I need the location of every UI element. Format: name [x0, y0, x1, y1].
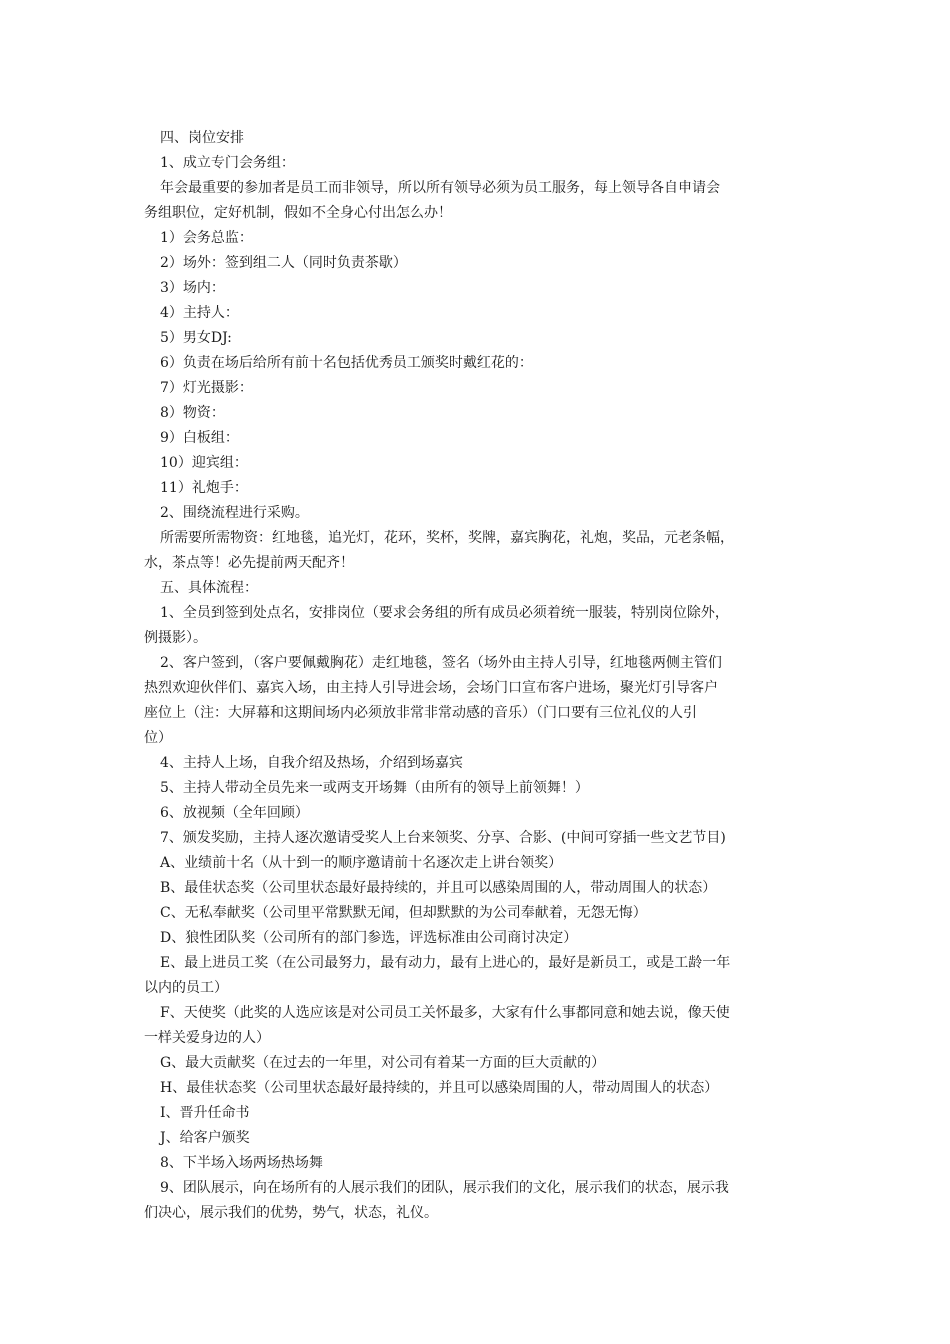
text-line: 四、岗位安排	[160, 130, 244, 146]
text-line: 1）会务总监：	[160, 230, 253, 246]
text-line: 座位上（注：大屏幕和这期间场内必须放非常非常动感的音乐）（门口要有三位礼仪的人引	[144, 705, 697, 721]
text-line: I、晋升任命书	[160, 1105, 250, 1121]
text-line: 位）	[144, 730, 172, 746]
text-line: 7、颁发奖励，主持人逐次邀请受奖人上台来领奖、分享、合影、(中间可穿插一些文艺节目)	[160, 830, 726, 846]
text-line: C、无私奉献奖（公司里平常默默无闻，但却默默的为公司奉献着，无怨无悔）	[160, 905, 647, 921]
text-line: 例摄影）。	[144, 630, 207, 646]
text-line: 1、成立专门会务组：	[160, 155, 295, 171]
text-line: 3）场内：	[160, 280, 225, 296]
text-line: 5、主持人带动全员先来一或两支开场舞（由所有的领导上前领舞！）	[160, 780, 589, 796]
text-line: 4）主持人：	[160, 305, 239, 321]
text-line: 9、团队展示，向在场所有的人展示我们的团队，展示我们的文化，展示我们的状态，展示我	[160, 1180, 729, 1196]
text-line: 8、下半场入场两场热场舞	[160, 1155, 323, 1171]
text-line: 以内的员工）	[144, 980, 228, 996]
text-line: 一样关爱身边的人）	[144, 1030, 270, 1046]
text-line: 年会最重要的参加者是员工而非领导，所以所有领导必须为员工服务，每上领导各自申请会	[160, 180, 720, 196]
text-line: 5）男女DJ:	[160, 330, 232, 346]
text-line: H、最佳状态奖（公司里状态最好最持续的，并且可以感染周围的人，带动周围人的状态）	[160, 1080, 719, 1096]
document-body	[144, 126, 808, 1226]
text-line: 务组职位，定好机制，假如不全身心付出怎么办！	[144, 205, 452, 221]
text-line: 2、客户签到，（客户要佩戴胸花）走红地毯，签名（场外由主持人引导，红地毯两侧主管们	[160, 655, 722, 671]
text-line: 11）礼炮手：	[160, 480, 248, 496]
text-line: 2、围绕流程进行采购。	[160, 505, 309, 521]
text-line: 水，茶点等！必先提前两天配齐！	[144, 555, 354, 571]
text-line: B、最佳状态奖（公司里状态最好最持续的，并且可以感染周围的人，带动周围人的状态）	[160, 880, 717, 896]
text-line: 10）迎宾组：	[160, 455, 248, 471]
text-line: E、最上进员工奖（在公司最努力，最有动力，最有上进心的，最好是新员工，或是工龄一年	[160, 955, 731, 971]
text-line: A、业绩前十名（从十到一的顺序邀请前十名逐次走上讲台领奖）	[160, 855, 563, 871]
text-line: D、狼性团队奖（公司所有的部门参选，评选标准由公司商讨决定）	[160, 930, 578, 946]
text-line: F、天使奖（此奖的人选应该是对公司员工关怀最多，大家有什么事都同意和她去说，像天使	[160, 1005, 730, 1021]
text-line: 8）物资：	[160, 405, 225, 421]
text-line: 所需要所需物资：红地毯，追光灯，花环，奖杯，奖牌，嘉宾胸花，礼炮，奖品，元老条幅，	[160, 530, 734, 546]
text-line: 五、具体流程：	[160, 580, 258, 596]
text-line: 4、主持人上场，自我介绍及热场，介绍到场嘉宾	[160, 755, 463, 771]
text-line: 7）灯光摄影：	[160, 380, 253, 396]
text-line: 6、放视频（全年回顾）	[160, 805, 309, 821]
text-line: 6）负责在场后给所有前十名包括优秀员工颁奖时戴红花的：	[160, 355, 533, 371]
text-line: 们决心，展示我们的优势，势气，状态，礼仪。	[144, 1205, 438, 1221]
text-line: 1、全员到签到处点名，安排岗位（要求会务组的所有成员必须着统一服装，特别岗位除外，	[160, 605, 729, 621]
text-line: 2）场外：签到组二人（同时负责茶歇）	[160, 255, 407, 271]
text-line: 热烈欢迎伙伴们、嘉宾入场，由主持人引导进会场，会场门口宣布客户进场，聚光灯引导客户	[144, 680, 718, 696]
text-line: G、最大贡献奖（在过去的一年里，对公司有着某一方面的巨大贡献的）	[160, 1055, 606, 1071]
text-line: J、给客户颁奖	[160, 1130, 250, 1146]
text-line: 9）白板组：	[160, 430, 239, 446]
